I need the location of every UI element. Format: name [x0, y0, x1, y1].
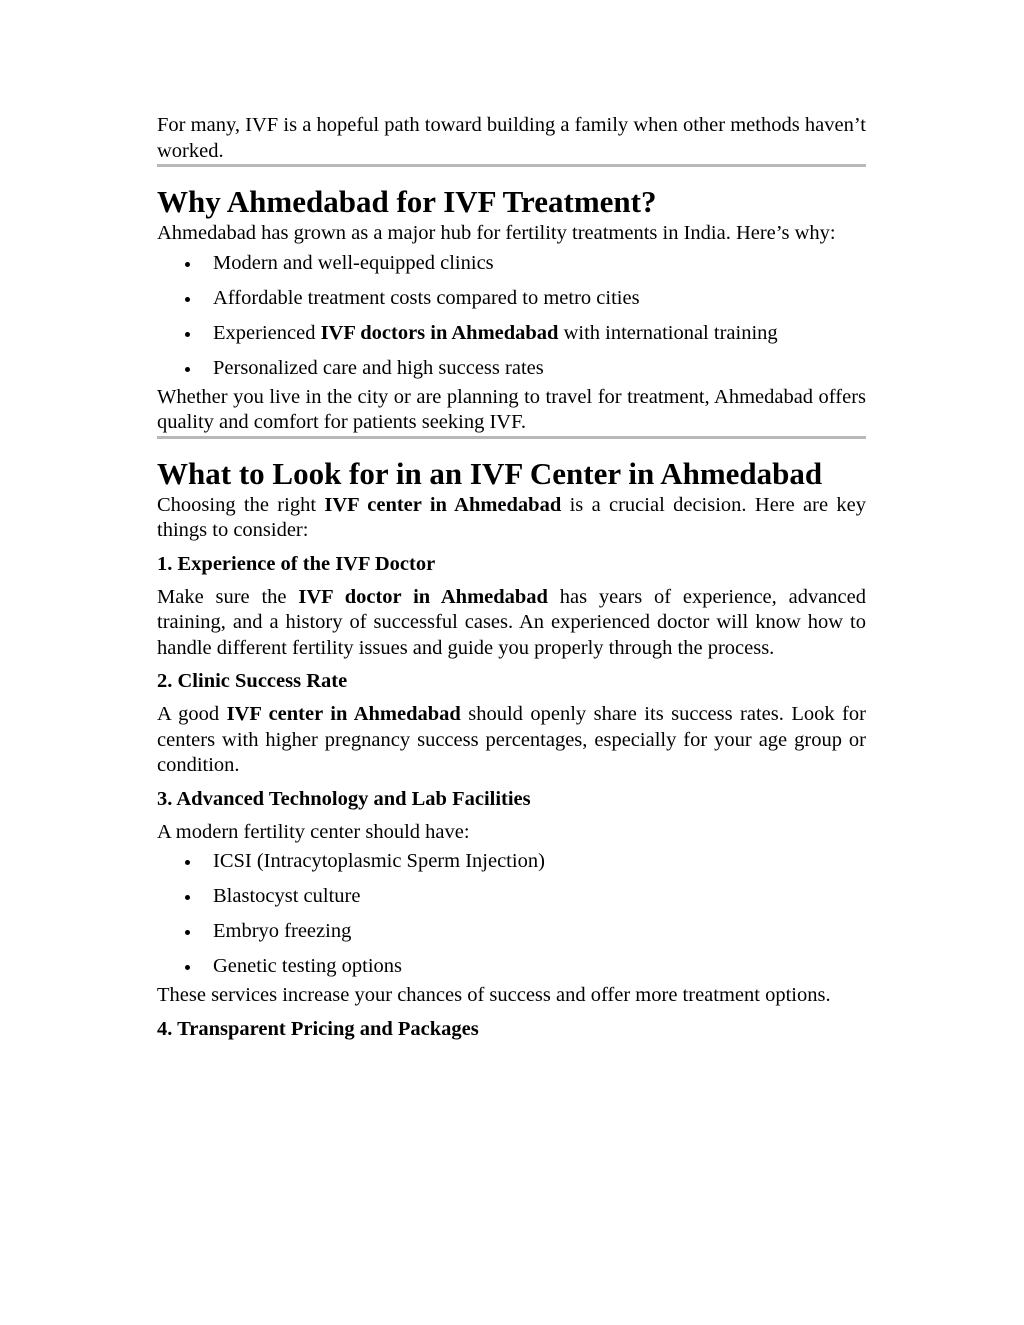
paragraph-text: has years of experience, advanced training, and a history of successful cases. An experienced doctor will know how to handle different fertility issues and guide you properly through the process. [157, 585, 866, 659]
success-rate-paragraph [157, 702, 866, 779]
technology-lead-paragraph: A modern fertility center should have: [157, 820, 470, 843]
list-item: ICSI (Intracytoplasmic Sperm Injection) [157, 849, 866, 874]
section-closing-paragraph: Whether you live in the city or are planning to travel for treatment, Ahmedabad offers quality and comfort for patients seeking IVF. [157, 385, 866, 433]
list-item [157, 321, 866, 346]
paragraph-text: Choosing the right [157, 493, 325, 516]
facilities-list [157, 849, 866, 979]
section-heading-why-ahmedabad: Why Ahmedabad for IVF Treatment? [157, 184, 657, 219]
list-item: Embryo freezing [157, 919, 866, 944]
paragraph-text: A good [157, 703, 227, 725]
list-item-text: with international training [558, 321, 778, 344]
section-divider [157, 436, 866, 439]
technology-closing-paragraph: These services increase your chances of success and offer more treatment options. [157, 984, 831, 1006]
paragraph-text: is a crucial decision. Here are key things to consider: [157, 493, 867, 541]
subheading-success-rate: 2. Clinic Success Rate [157, 670, 348, 692]
list-item: Modern and well-equipped clinics [157, 251, 866, 276]
list-item-text: Experienced [213, 321, 321, 344]
list-item: Personalized care and high success rates [157, 356, 866, 381]
subheading-technology: 3. Advanced Technology and Lab Facilities [157, 787, 531, 810]
paragraph-text: Make sure the [157, 585, 299, 608]
section-divider [157, 164, 866, 167]
subheading-pricing: 4. Transparent Pricing and Packages [157, 1017, 479, 1040]
list-item: Blastocyst culture [157, 884, 866, 909]
paragraph-bold-text: IVF center in Ahmedabad [324, 493, 562, 516]
section-lead-paragraph: Ahmedabad has grown as a major hub for fertility treatments in India. Here’s why: [157, 222, 836, 244]
paragraph-bold-text: IVF center in Ahmedabad [226, 703, 461, 725]
paragraph-text: should openly share its success rates. Look for centers with higher pregnancy success percentages, especially for your age group or condition. [157, 703, 866, 776]
reasons-list [157, 251, 866, 381]
paragraph-bold-text: IVF doctor in Ahmedabad [298, 585, 548, 608]
section-heading-what-to-look-for: What to Look for in an IVF Center in Ahmedabad [157, 455, 823, 491]
intro-paragraph: For many, IVF is a hopeful path toward building a family when other methods haven’t worked. [157, 114, 866, 162]
list-item: Affordable treatment costs compared to metro cities [157, 286, 866, 311]
section-lead-paragraph [157, 493, 866, 544]
page-content [157, 113, 866, 1042]
list-item: Genetic testing options [157, 954, 866, 979]
experience-paragraph [157, 585, 866, 662]
list-item-bold-text: IVF doctors in Ahmedabad [320, 321, 559, 344]
subheading-experience: 1. Experience of the IVF Doctor [157, 552, 436, 575]
